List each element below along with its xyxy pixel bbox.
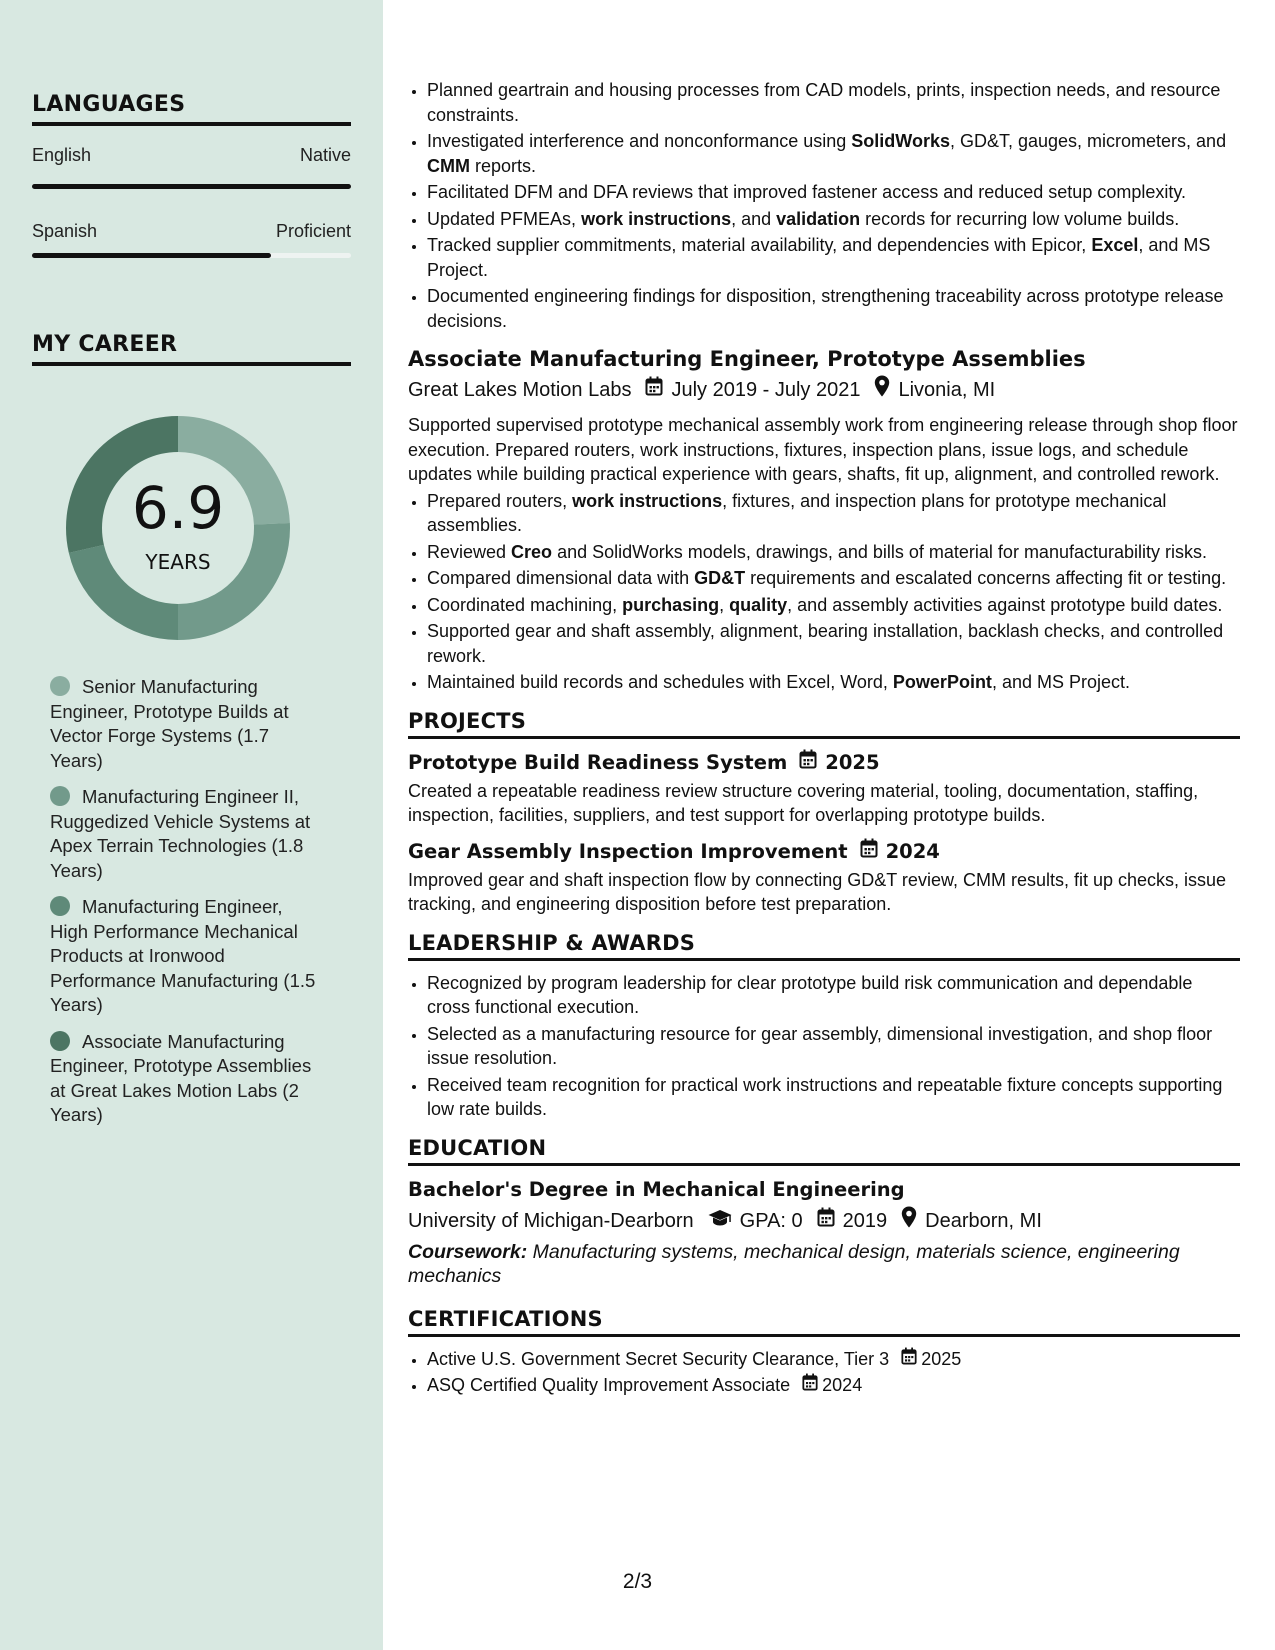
company-name: Great Lakes Motion Labs [408,379,632,401]
language-bar-english [32,184,351,189]
bullet-text: , GD&T, gauges, micrometers, and [949,131,1227,151]
keyword: purchasing [622,594,720,615]
bullet-text: Planned geartrain and housing processes from CAD models, prints, inspection needs, and resource constraints. [427,80,1221,125]
bullet-item [427,207,1240,232]
location-pin-icon [901,1206,917,1236]
school-location: Dearborn, MI [925,1209,1042,1232]
job-title: Associate Manufacturing Engineer, Prototype Assemblies [408,347,1086,371]
bullet-item [427,284,1240,333]
bullet-text: Documented engineering findings for disposition, strengthening traceability across prototype release decisions. [427,286,1224,331]
bullet-text: , and MS Project. [427,235,1211,280]
project-title-row [408,749,1240,777]
career-item [50,895,325,1018]
bullet-text: , and MS Project. [991,672,1130,692]
job-summary: Supported supervised prototype mechanical assembly work from engineering release through shop floor execution. Prepared routers, work instructions, fixtures, inspection plans, issue logs, and schedule updates while building practical experience with gears, shafts, fit up, alignment, and controlled rework. [408,415,1238,484]
project-description: Created a repeatable readiness review structure covering material, tooling, documentation, staffing, inspection, facilities, suppliers, and test support for overlapping prototype builds. [408,780,1199,825]
main-content [408,78,1240,1400]
keyword: validation [776,208,861,229]
total-years-value: 6.9 [131,474,225,542]
calendar-icon [799,749,817,777]
bullet-text: records for recurring low volume builds. [860,208,1180,229]
certification-year: 2025 [921,1348,962,1369]
job-dates: July 2019 - July 2021 [671,379,861,401]
certifications-heading: CERTIFICATIONS [408,1307,1240,1337]
calendar-icon [645,376,663,404]
bullet-item [427,566,1240,591]
bullet-text: , fixtures, and inspection plans for prototype mechanical assemblies. [427,490,1167,535]
keyword: PowerPoint [892,672,992,692]
language-fill [32,184,351,189]
bullet-text: Updated PFMEAs, [427,208,582,229]
coursework-label: Coursework: [408,1240,528,1263]
gpa: GPA: 0 [739,1209,803,1232]
calendar-icon [901,1347,917,1372]
language-name: Spanish [32,221,98,241]
leadership-item: • Recognized by program leadership for clear prototype build risk communication and dependable cross functional execution. [427,971,1240,1020]
bullet-item [427,78,1240,127]
bullet-text: , and assembly activities against prototype build dates. [787,594,1223,615]
bullet-text: Reviewed [427,541,512,562]
leadership-heading: LEADERSHIP & AWARDS [408,931,1240,961]
language-level: Native [299,145,351,165]
career-item [50,1030,325,1128]
career-item-text: Senior Manufacturing Engineer, Prototype Builds at Vector Forge Systems (1.7 Years) [50,676,289,771]
bullet-item [427,619,1240,668]
bullet-text: reports. [470,155,537,176]
keyword: work instructions [572,490,723,511]
project-year: 2024 [885,839,940,863]
page-number: 2/3 [622,1570,653,1593]
language-level: Proficient [275,221,351,241]
leadership-item: • Received team recognition for practical work instructions and repeatable fixture concepts supporting low rate builds. [427,1073,1240,1122]
keyword: CMM [427,155,470,176]
language-fill [32,253,271,258]
career-item-text: Manufacturing Engineer II, Ruggedized Vehicle Systems at Apex Terrain Technologies (1.8 Years) [50,786,311,881]
job-meta [408,375,1240,405]
language-english [32,145,351,166]
coursework [408,1240,1240,1289]
career-dot [50,786,70,806]
project-item [408,749,1240,828]
certification-item [427,1373,1240,1398]
degree-title: Bachelor's Degree in Mechanical Engineering [408,1177,905,1201]
keyword: Excel [1091,235,1139,255]
prior-job-bullets [408,78,1240,333]
career-list [50,675,325,1140]
bullet-text: , [719,594,730,615]
language-bar-spanish [32,253,351,258]
bullet-item [427,540,1240,565]
bullet-item [427,670,1240,695]
certification-name: • Active U.S. Government Secret Security Clearance, Tier 3 [427,1348,890,1369]
graduation-year: 2019 [842,1209,888,1232]
bullet-text: requirements and escalated concerns affecting fit or testing. [745,568,1227,588]
certification-item [427,1347,1240,1372]
project-description: Improved gear and shaft inspection flow by connecting GD&T review, CMM results, fit up checks, issue tracking, and engineering disposition before test preparation. [408,869,1227,914]
education-heading: EDUCATION [408,1136,1240,1166]
career-dot [50,896,70,916]
keyword: work instructions [581,208,732,229]
career-dot [50,1031,70,1051]
leadership-item: • Selected as a manufacturing resource for gear assembly, dimensional investigation, and shop floor issue resolution. [427,1022,1240,1071]
bullet-text: Compared dimensional data with [427,568,695,588]
calendar-icon [802,1373,818,1398]
bullet-text: Facilitated DFM and DFA reviews that improved fastener access and reduced setup complexity. [427,182,1187,202]
bullet-item [427,180,1240,205]
keyword: Creo [511,541,553,562]
career-item-text: Associate Manufacturing Engineer, Prototype Assemblies at Great Lakes Motion Labs (2 Years) [50,1030,312,1125]
project-title: Prototype Build Readiness System [408,750,788,774]
bullet-text: Tracked supplier commitments, material availability, and dependencies with Epicor, [427,235,1092,255]
bullet-text: Investigated interference and nonconformance using [427,131,852,151]
project-title: Gear Assembly Inspection Improvement [408,839,848,863]
bullet-item [427,593,1240,618]
language-name: English [32,145,92,165]
job-location: Livonia, MI [898,379,996,401]
bullet-text: and SolidWorks models, drawings, and bills of material for manufacturability risks. [552,541,1207,562]
location-pin-icon [874,375,890,405]
career-heading: MY CAREER [32,332,351,366]
keyword: SolidWorks [851,131,950,151]
calendar-icon [817,1207,835,1235]
bullet-item [427,489,1240,538]
bullet-text: Coordinated machining, [427,594,623,615]
career-item [50,675,325,773]
career-donut-chart [66,416,290,640]
career-item [50,785,325,883]
projects-heading: PROJECTS [408,709,1240,739]
languages-heading: LANGUAGES [32,92,351,126]
career-dot [50,676,70,696]
certification-name: • ASQ Certified Quality Improvement Associate [427,1375,791,1395]
graduation-cap-icon [708,1207,732,1235]
bullet-text: Prepared routers, [427,490,573,511]
keyword: quality [729,594,788,615]
bullet-text: Maintained build records and schedules with Excel, Word, [427,672,893,692]
project-item [408,838,1240,917]
certification-year: 2024 [822,1375,863,1395]
certifications-list [408,1347,1240,1398]
leadership-list [408,971,1240,1122]
sidebar [0,0,383,1650]
coursework-text: Manufacturing systems, mechanical design, materials science, engineering mechanics [408,1240,1180,1287]
keyword: GD&T [694,568,746,588]
project-year: 2025 [825,750,880,774]
school-name: University of Michigan-Dearborn [408,1209,694,1232]
education-meta [408,1206,1240,1236]
calendar-icon [860,838,878,866]
bullet-text: Supported gear and shaft assembly, alignment, bearing installation, backlash checks, and controlled rework. [427,621,1224,666]
bullet-item [427,129,1240,178]
total-years-unit: YEARS [145,550,211,574]
project-title-row [408,838,1240,866]
bullet-text: , and [731,208,777,229]
bullet-item [427,233,1240,282]
job-bullets [408,489,1240,695]
career-item-text: Manufacturing Engineer, High Performance Mechanical Products at Ironwood Performance Manufacturing (1.5 Years) [50,896,316,1015]
language-spanish [32,221,351,242]
